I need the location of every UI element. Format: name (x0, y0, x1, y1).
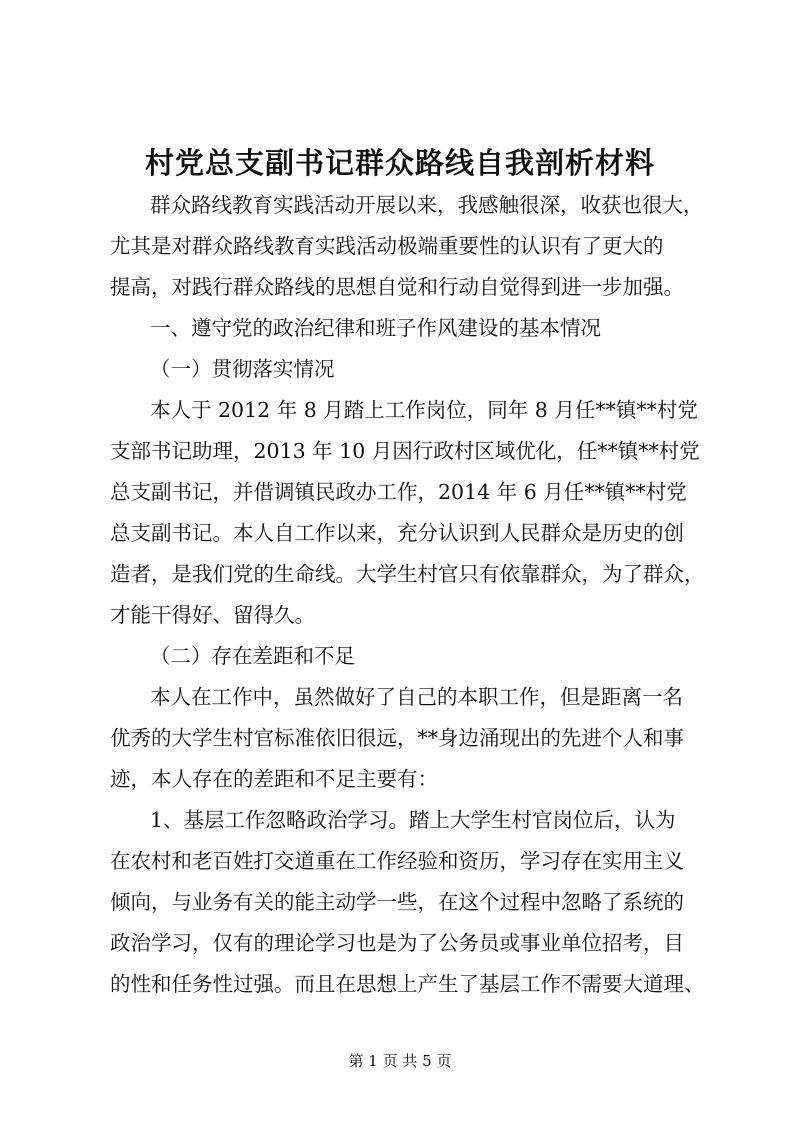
paragraph-line-3: 提高，对践行群众路线的思想自觉和行动自觉得到进一步加强。 (110, 275, 684, 299)
paragraph-line-5: 支部书记助理，2013 年 10 月因行政村区域优化，任**镇**村党 (110, 439, 700, 463)
paragraph-line-8: 造者，是我们党的生命线。大学生村官只有依靠群众，为了群众， (110, 562, 705, 586)
paragraph-line-2: 尤其是对群众路线教育实践活动极端重要性的认识有了更大的 (110, 234, 664, 258)
paragraph-line-11: 优秀的大学生村官标准依旧很远，**身边涌现出的先进个人和事 (110, 726, 684, 750)
section-heading-1: 一、遵守党的政治纪律和班子作风建设的基本情况 (150, 316, 601, 340)
paragraph-line-1: 群众路线教育实践活动开展以来，我感触很深，收获也很大， (150, 193, 704, 217)
paragraph-line-4: 本人于 2012 年 8 月踏上工作岗位，同年 8 月任**镇**村党 (150, 398, 698, 422)
paragraph-line-16: 政治学习，仅有的理论学习也是为了公务员或事业单位招考，目 (110, 931, 684, 955)
paragraph-line-9: 才能干得好、留得久。 (110, 603, 315, 627)
subsection-heading-2: （二）存在差距和不足 (150, 644, 355, 668)
paragraph-line-12: 迹，本人存在的差距和不足主要有： (110, 767, 438, 791)
paragraph-line-7: 总支副书记。本人自工作以来，充分认识到人民群众是历史的创 (110, 521, 684, 545)
paragraph-line-14: 在农村和老百姓打交道重在工作经验和资历，学习存在实用主义 (110, 849, 684, 873)
paragraph-line-13: 1、基层工作忽略政治学习。踏上大学生村官岗位后，认为 (150, 808, 676, 832)
page-number: 第 1 页 共 5 页 (348, 1052, 452, 1070)
paragraph-line-10: 本人在工作中，虽然做好了自己的本职工作，但是距离一名 (150, 685, 683, 709)
paragraph-line-17: 的性和任务性过强。而且在思想上产生了基层工作不需要大道理、 (110, 972, 705, 996)
subsection-heading-1: （一）贯彻落实情况 (150, 357, 335, 381)
paragraph-line-15: 倾向，与业务有关的能主动学一些，在这个过程中忽略了系统的 (110, 890, 684, 914)
document-title: 村党总支副书记群众路线自我剖析材料 (144, 146, 655, 180)
paragraph-line-6: 总支副书记，并借调镇民政办工作，2014 年 6 月任**镇**村党 (110, 480, 687, 504)
